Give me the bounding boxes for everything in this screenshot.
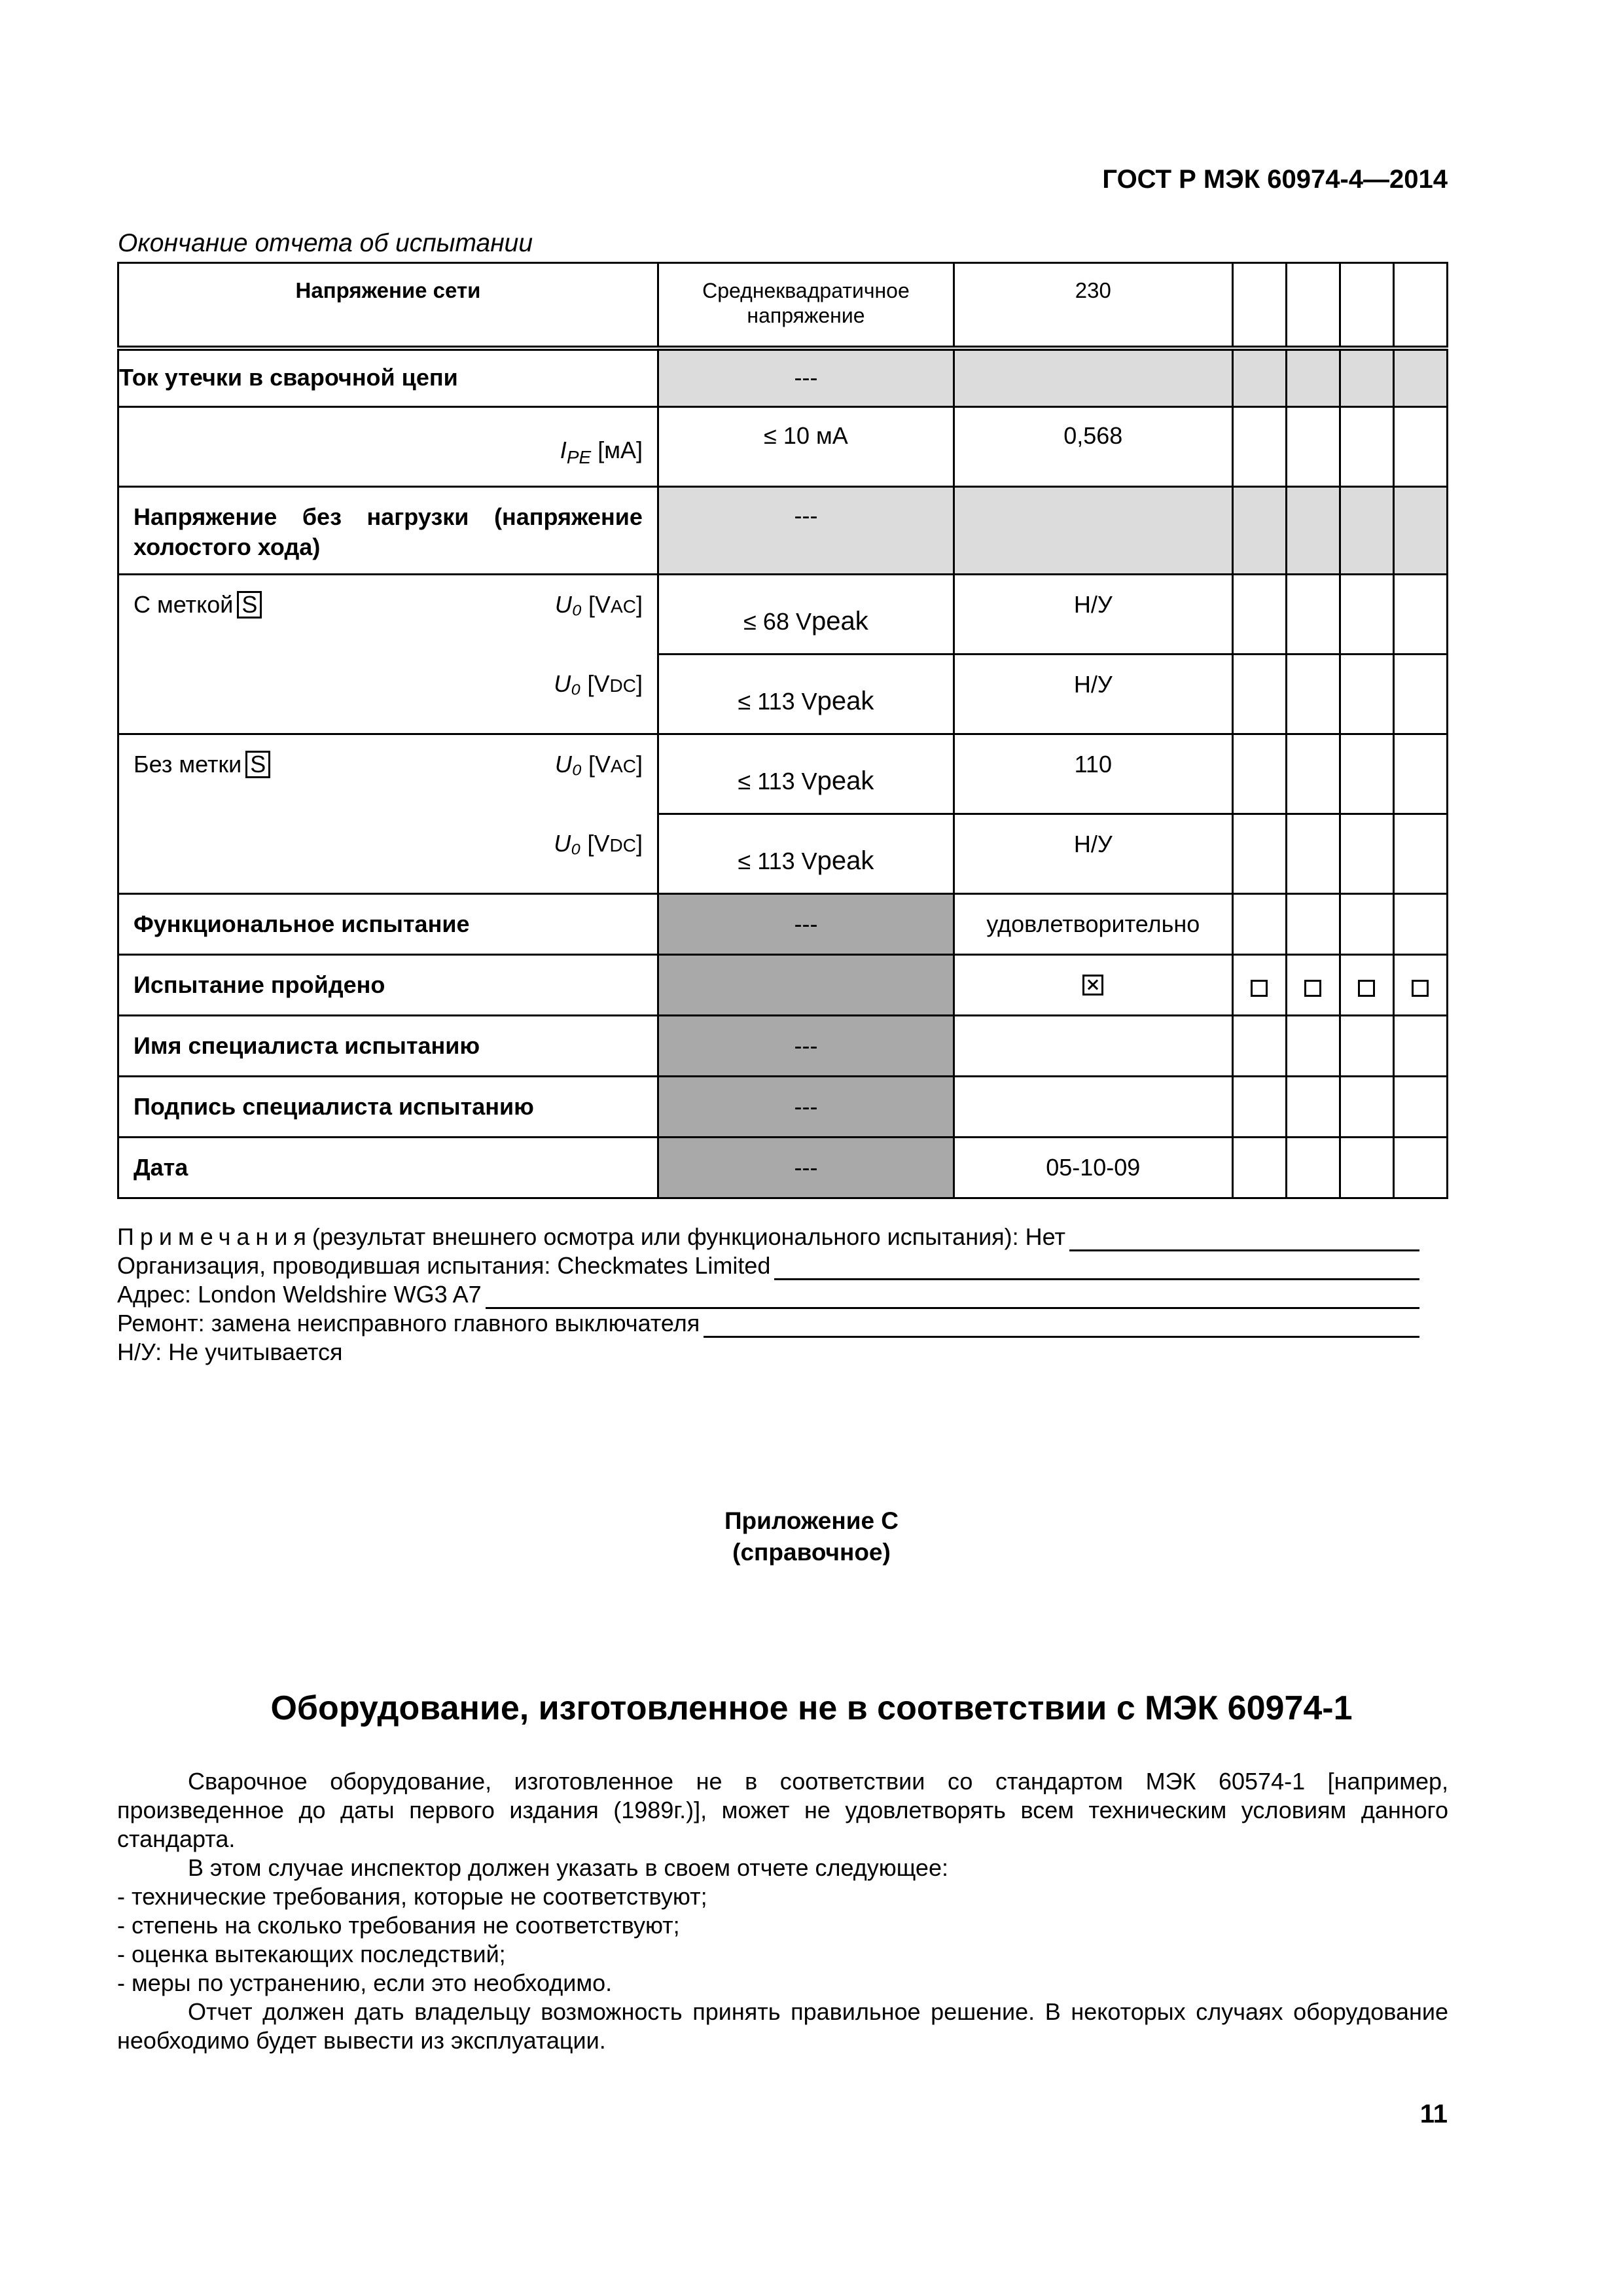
annex-heading (0, 1505, 1623, 1568)
specialist-name-limit: --- (658, 1016, 954, 1077)
unchecked-checkbox-icon[interactable] (1304, 980, 1321, 997)
s-mark-symbol: S (237, 591, 262, 619)
annex-kind: (справочное) (732, 1539, 891, 1566)
list-item: - степень на сколько требования не соответствуют; (117, 1912, 680, 1939)
na-legend: Н/У: Не учитывается (117, 1338, 343, 1365)
unchecked-checkbox-icon[interactable] (1251, 980, 1268, 997)
paragraph: Отчет должен дать владельцу возможность принять правильное решение. В некоторых случаях оборудование необходимо будет вывести из эксплуатации. (117, 1998, 1448, 2054)
without-mark-label: Без метки (134, 751, 242, 778)
ipe-value: 0,568 (954, 407, 1232, 487)
udc-unit-label: U₀ [VDC] (118, 814, 658, 894)
table-caption: Окончание отчета об испытании (118, 229, 533, 257)
ipe-subscript: PE (566, 447, 592, 468)
specialist-sign-label: Подпись специалиста испытанию (118, 1077, 658, 1138)
ipe-label (118, 407, 658, 487)
udc-unit-label: U₀ [VDC] (118, 655, 658, 734)
with-mark-label: С меткой (134, 591, 234, 618)
ipe-unit: [мА] (597, 437, 643, 463)
s-mark-symbol: S (245, 751, 270, 778)
checked-checkbox-icon[interactable] (1082, 975, 1103, 996)
table-row-without-mark-dc (118, 814, 1448, 894)
with-mark-ac-limit: ≤ 68 Vpeak (658, 575, 954, 655)
annex-label: Приложение С (724, 1507, 899, 1534)
unchecked-checkbox-icon[interactable] (1358, 980, 1375, 997)
leakage-limit: --- (658, 348, 954, 407)
noload-limit: --- (658, 487, 954, 575)
passed-checkbox-cell (954, 955, 1232, 1016)
list-item: - технические требования, которые не соответствуют; (117, 1883, 707, 1910)
table-row-without-mark-ac (118, 734, 1448, 814)
repair-line: Ремонт: замена неисправного главного выключателя (117, 1309, 1419, 1338)
date-label: Дата (118, 1138, 658, 1198)
functional-value: удовлетворительно (954, 894, 1232, 955)
table-row-with-mark-dc (118, 655, 1448, 734)
table-row-date (118, 1138, 1448, 1198)
paragraph: В этом случае инспектор должен указать в своем отчете следующее: (188, 1854, 948, 1881)
annex-body (117, 1767, 1448, 2055)
header-method: Среднеквадратичное напряжение (658, 263, 954, 348)
date-limit: --- (658, 1138, 954, 1198)
unchecked-checkbox-icon[interactable] (1412, 980, 1429, 997)
address-line: Адрес: London Weldshire WG3 A7 (117, 1280, 1419, 1309)
table-header-row (118, 263, 1448, 348)
without-mark-ac-limit: ≤ 113 Vpeak (658, 734, 954, 814)
table-row-specialist-name (118, 1016, 1448, 1077)
table-row-ipe (118, 407, 1448, 487)
functional-label: Функциональное испытание (118, 894, 658, 955)
header-value: 230 (954, 263, 1232, 348)
remark-line: Примечания (результат внешнего осмотра или функционального испытания): Нет (117, 1223, 1419, 1251)
with-mark-dc-limit: ≤ 113 Vpeak (658, 655, 954, 734)
uac-unit-label: U₀ [VAC] (554, 751, 643, 778)
table-row-with-mark-ac (118, 575, 1448, 655)
specialist-name-label: Имя специалиста испытанию (118, 1016, 658, 1077)
table-row-specialist-sign (118, 1077, 1448, 1138)
with-mark-cell (118, 575, 658, 655)
report-notes (117, 1223, 1419, 1367)
passed-label: Испытание пройдено (118, 955, 658, 1016)
list-item: - оценка вытекающих последствий; (117, 1941, 506, 1967)
page-number: 11 (1419, 2100, 1448, 2128)
organization-line: Организация, проводившая испытания: Checkmates Limited (117, 1251, 1419, 1280)
with-mark-ac-value: Н/У (954, 575, 1232, 655)
ipe-limit: ≤ 10 мА (658, 407, 954, 487)
noload-label: Напряжение без нагрузки (напряжение холостого хода) (118, 487, 658, 575)
with-mark-dc-value: Н/У (954, 655, 1232, 734)
without-mark-dc-value: Н/У (954, 814, 1232, 894)
table-row-leakage (118, 348, 1448, 407)
leakage-label: Ток утечки в сварочной цепи (118, 348, 658, 407)
document-code: ГОСТ Р МЭК 60974-4—2014 (1102, 165, 1448, 194)
specialist-sign-limit: --- (658, 1077, 954, 1138)
header-label: Напряжение сети (118, 263, 658, 348)
functional-limit: --- (658, 894, 954, 955)
without-mark-ac-value: 110 (954, 734, 1232, 814)
date-value: 05-10-09 (954, 1138, 1232, 1198)
ipe-symbol: I (560, 437, 567, 463)
list-item: - меры по устранению, если это необходимо. (117, 1969, 613, 1996)
without-mark-cell (118, 734, 658, 814)
annex-title: Оборудование, изготовленное не в соответствии с МЭК 60974-1 (270, 1689, 1353, 1727)
without-mark-dc-limit: ≤ 113 Vpeak (658, 814, 954, 894)
paragraph: Сварочное оборудование, изготовленное не в соответствии со стандартом МЭК 60574-1 [например, произведенное до даты первого издания (1989г.)], может не удовлетворять всем техническим условиям данного стандарта. (117, 1768, 1448, 1852)
table-row-noload (118, 487, 1448, 575)
table-row-passed (118, 955, 1448, 1016)
test-report-table (117, 262, 1448, 1199)
table-row-functional (118, 894, 1448, 955)
uac-unit-label: U₀ [VAC] (554, 591, 643, 618)
